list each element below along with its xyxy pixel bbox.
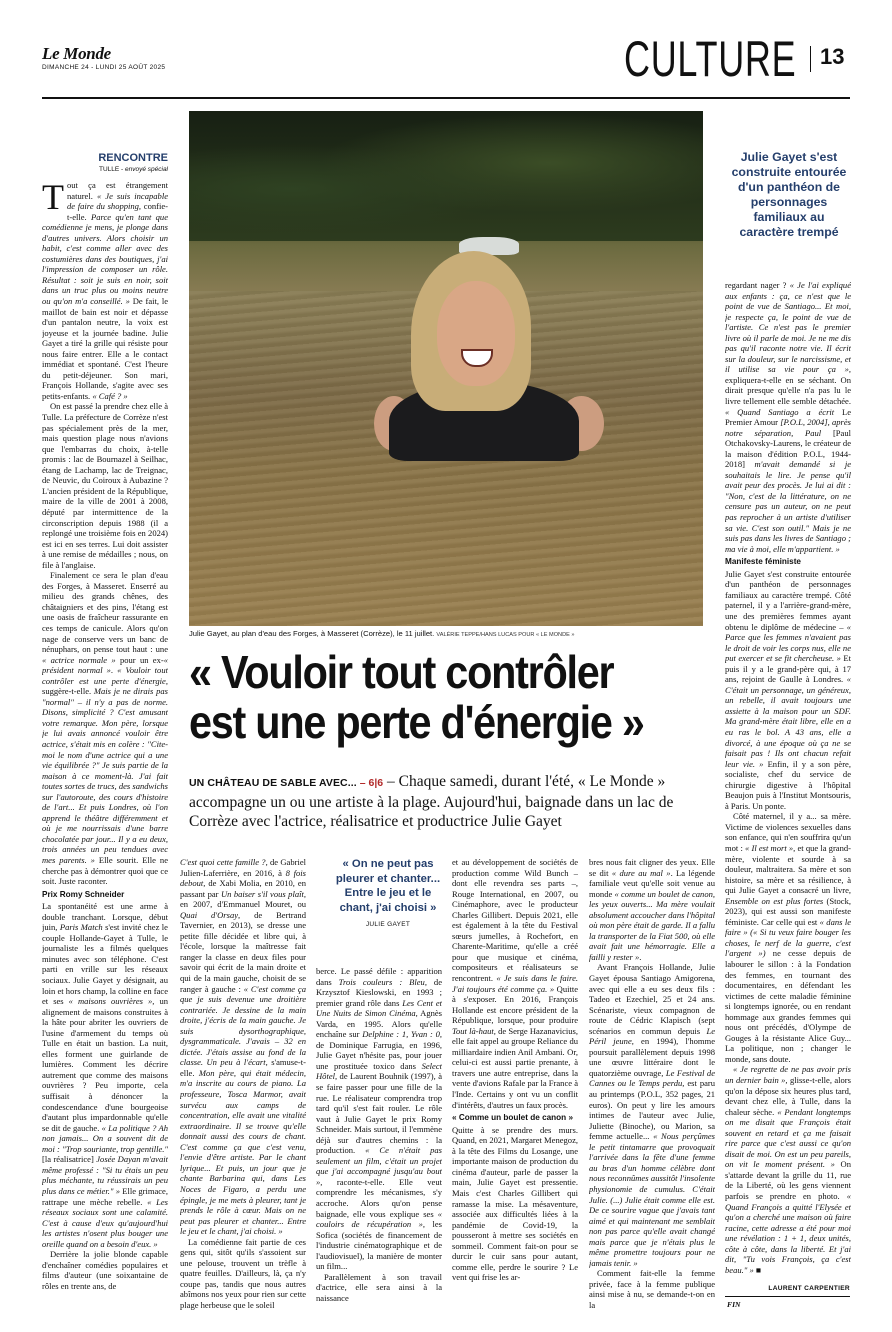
column-2: C'est quoi cette famille ?, de Gabriel Julien-Laferrière, en 2016, à 8 fois debout, de Xabi Molia, en 2010, en passant par Un baiser s'il vous plaît, en 2007, d'Emmanuel Mouret, ou Quai d'Orsay, de Bertrand Tavernier, en 2013), se dresse une petite fille décidée et libre qui, à l'école, lorsque la maîtresse fait ranger la classe en deux files pour savoir qui écrit de la main droite et qui de la main gauche, choisit de se ranger à gauche : « C'est comme ça que je suis devenue une droitière contrariée. Je dessine de la main droite, j'écris de la main gauche. Je suis dysorthographique, dysgrammaticale. J'avais – 32 en dictée. J'étais assise au fond de la classe. Un peu à l'écart, s'amuse-t-elle. Mon père, qui était médecin, m'a inscrite au cours de piano. La professeure, Tosca Marmor, avait survécu aux camps de concentration, elle avait une vitalité extraordinaire. Il se trouve qu'elle donnait aussi des cours de chant. C'est comme ça que c'est venu, l'envie d'être artiste. Par le chant lyrique... Et puis, un jour que je chante Barbarina qui, dans Les Noces de Figaro, a perdu une épingle, je me mets à pleurer, tant je prends le rôle à cœur. Mais on ne peut pas pleurer et chanter... Entre le jeu et le chant, j'ai choisi. » La comédienne fait partie de ces gens qui, sitôt qu'ils s'assoient sur une pelouse, trouvent un trèfle à quatre feuilles. D'ailleurs, là, ça n'y coupe pas, tandis que nous autres abîmons nos yeux pour rien sur cette plage herbeuse que le soleil [180, 857, 306, 1310]
section-separator [810, 46, 811, 72]
column-5: bres nous fait cligner des yeux. Elle se dit « dure au mal ». La légende familiale veut qu'elle soit venue au monde « comme un boulet de canon, les yeux ouverts... Ma mère voulait absolument accoucher dans l'hôpital où mon père était de garde. Il a fallu la transporter de la Fiat 500, où elle avait fait une hémorragie. Elle a failli y rester ». Avant François Hollande, Julie Gayet épousa Santiago Amigorena, avec qui elle a eu ses deux fils : Tadeo et Ezechiel, 25 et 24 ans. Scénariste, vieux compagnon de route de Cédric Klapisch (sept scénarios en commun depuis Le Péril jeune, en 1994), l'homme poursuit parallèlement depuis 1998 une œuvre littéraire dont le quatorzième ouvrage, Le Festival de Cannes ou le Temps perdu, est paru au printemps (P.O.L, 352 pages, 21 euros). On peut y lire les amours intimes de l'auteur avec Julie, Juliette (Binoche), ou Marion, sa femme actuelle... « Nous perçûmes le petit tintamarre que provoquait l'arrivée dans la fête d'une femme au bras d'un homme célèbre dont nous reconnûmes aussitôt l'insolente physionomie de cumulus. C'était Julie. (...) Julie était comme elle est. De ce sourire vague que j'avais tant aimé et qui maintenant me semblait non pas parce qu'elle avait changé mais parce que je n'étais plus le même promettre toujours pour ne jamais tenir. » Comment fait-elle la femme privée, face à la femme publique ainsi mise à nu, se demande-t-on en la [589, 857, 715, 1310]
photo-caption: Julie Gayet, au plan d'eau des Forges, à Masseret (Corrèze), le 11 juillet. VALÉRIE TEPPE/HANS LUCAS POUR « LE MONDE » [189, 629, 575, 638]
dateline: TULLE - envoyé spécial [98, 166, 168, 173]
end-mark: FIN [727, 1300, 741, 1309]
side-quote: Julie Gayet s'est construite entourée d'un panthéon de personnages familiaux au caractère trempé [731, 150, 847, 239]
byline-rule [725, 1296, 850, 1297]
column-6: regardant nager ? « Je l'ai expliqué aux enfants : ça, ce n'est que le point de vue de Santiago... Et moi, je respecte ça, le point de vue de l'artiste. Ce n'est pas le premier livre où il parle de moi. Je ne me dis pas qu'il raconte notre vie. Il écrit sur la douleur, sur le narcissisme, et il utilise sa vie pour ça », expliquera-t-elle en se séchant. On dirait presque qu'elle n'a pas lu le livre tellement elle semble détachée. « Quand Santiago a écrit Le Premier Amour [P.O.L, 2004], après notre séparation, Paul [Paul Otchakovsky-Laurens, le créateur de la maison d'édition P.O.L, 1944-2018] m'avait demandé si je souhaitais le lire. Je pense qu'il avait peur des procès. Je lui ai dit : "Non, c'est de la littérature, on ne censure pas un auteur, on ne peut pas reprocher à un artiste d'utiliser sa vie. C'est son outil." Mais je ne suis pas dans les livres de Santiago ; ma vie à moi, elle m'appartient. » Manifeste féministe Julie Gayet s'est construite entourée d'un panthéon de personnages familiaux au caractère trempé. Côté paternel, il y a l'arrière-grand-mère, une des premières femmes ayant obtenu le diplôme de médecine – « Parce que les femmes n'avaient pas le droit de voir les corps nus, elle ne put exercer et se fit chercheuse. » Et puis il y a le grand-père qui, à 17 ans, rejoint de Gaulle à Londres. « C'était un personnage, un généreux, un rebelle, il avait toujours une assiette à la maison pour un SDF. Ma grand-mère était libre, elle en a eu ras le bol. A 43 ans, elle a divorcé, à une époque où ça ne se faisait pas ! Ils ont chacun refait leur vie. » Enfin, il y a son père, socialiste, chef du service de chirurgie digestive à l'hôpital Beaujon puis à l'Institut Montsouris, à Paris. Un ponte. Côté maternel, il y a... sa mère. Victime de violences sexuelles dans son enfance, qui n'en souffrira qu'un mot : « Il est mort », et que la grand-mère, violente et sourde à sa douleur, maltraitera. Sa mère et son histoire, sa mère et sa résilience, à qui Julie Gayet a consacré un livre, Ensemble on est plus fortes (Stock, 2023), qui est aussi son manifeste féministe. Car celle qui est « dans le faire » (« Si tu veux faire bouger les choses, le nerf de la guerre, c'est l'argent ») ne cesse depuis de labourer le sillon : à la Fondation des femmes, en tournant des documentaires, en défendant les victimes de cette maladie féminine si longtemps ignorée, ou en rendant hommage aux grandes femmes qui nous ont précédés, d'Olympe de Gouges à la résistante Alice Guy... La politique, non ; changer le monde, sans doute. « Je regrette de ne pas avoir pris un dernier bain », glisse-t-elle, alors qu'on la dépose six heures plus tard, devant chez elle, à Tulle, dans la chaleur sèche. « Pendant longtemps on me disait que François était souvent en retard et ça me faisait rire parce que c'est aussi ce qu'on disait de moi. On est un peu pareils, on vit le moment présent. » On s'attarde devant la grille du 11, rue de la Liberté, où les gens viennent parfois se prendre en photo. « Quand François a quitté l'Elysée et qu'on a cherché une maison où faire racine, cette adresse a été pour moi une révélation : 1 + 1, deux unités, côte à côte, dans la liberté. Et j'ai dit, "Tu vois François, ça c'est beau." » ■ [725, 280, 851, 1275]
top-rule [42, 97, 850, 99]
column-3: berce. Le passé défile : apparition dans Trois couleurs : Bleu, de Krzysztof Kieslowski, en 1993 ; premier grand rôle dans Les Cent et Une Nuits de Simon Cinéma, Agnès Varda, en 1995. Alors qu'elle enchaîne sur Delphine : 1, Yvan : 0, de Dominique Farrugia, en 1996, Julie Gayet n'hésite pas, pour jouer une prostituée toxico dans Select Hôtel, de Laurent Bouhnik (1997), à se faire passer pour une fille de la rue. Le réalisateur comprendra trop tard qu'il s'est fait rouler. Le rôle vaut à Julie Gayet le prix Romy Schneider. Mais surtout, il l'emmène déjà sur d'autres chemins : la production. « Ce n'était pas seulement un film, c'était un projet que j'ai accompagné jusqu'au bout », raconte-t-elle. Elle veut comprendre les mécanismes, s'y accroche. Alors qu'on pense baignade, elle vous explique ses « couloirs de récupération », les Sofica (sociétés de financement de l'industrie cinématographique et de l'audiovisuel), la manière de monter un film... Parallèlement à son travail d'actrice, elle sera ainsi à la naissance [316, 966, 442, 1303]
main-photo [189, 111, 703, 626]
masthead-date: DIMANCHE 24 - LUNDI 25 AOÛT 2025 [42, 64, 166, 71]
column-1: Tout ça est étrangement naturel. « Je suis incapable de faire du shopping, confie-t-elle. Parce qu'en tant que comédienne je mens, je plonge dans d'autres univers. Alors choisir un habit, c'est comme aller avec des costumières dans des boutiques, j'ai l'impression de composer un rôle. Résultat : soit je suis en noir, soit dans un truc plus ou moins neutre ou qu'on m'a conseillé. » De fait, le maillot de bain est noir et dépasse d'un pantalon neutre, la voix est joyeuse et la journée badine. Julie Gayet a tiré la grille qui résiste pour nous faire entrer. Elle a le contact immédiat et spontané. C'est l'heure du petit-déjeuner. Son mari, François Hollande, s'agite avec ses petits-enfants. « Café ? » On est passé la prendre chez elle à Tulle. La préfecture de Corrèze n'est pas spécialement près de la mer, mais question plage nous n'avions que l'embarras du choix, à-telle promis : lac de Bournazel à Seilhac, étang de Lachamp, lac de Treignac, de Neuvic, du Coiroux à Aubazine ? L'ancien président de la République, maire de la ville de 2001 à 2008, député par intermittence de la circonscription depuis 1988 (il a replongé une troisième fois en 2024) est ici en ses terres. Lui doit assister à une remise de médailles ; nous, on file à l'anglaise. Finalement ce sera le plan d'eau des Forges, à Masseret. Enserré au milieu des grands chênes, des châtaigniers et des pins, l'étang est une oasis de fraîcheur rassurante en ces temps de canicule. Alors qu'on nage de conserve vers un banc de nénuphars, on pense tout haut : une « actrice normale » pour un ex-« président normal ». « Vouloir tout contrôler est une perte d'énergie, suggère-t-elle. Mais je ne dirais pas "normal" – il n'y a pas de norme. Disons, simplicité ? C'est amusant votre remarque. Mon père, lorsque je lui avais annoncé vouloir être actrice, s'était mis en colère : "Cite-moi le nom d'une actrice qui a une vie équilibrée ?" Je suis partie de la maison à ce moment-là. J'ai fait toutes sortes de trucs, des sandwichs sur l'autoroute, des cours d'histoire de l'art... Et puis Londres, où l'on apprend le théâtre différemment et où je me nourrissais d'une barre chocolatée par jour... Il y a eu deux, trois années un peu tendues avec mes parents. » Elle sourit. Elle ne cherche pas à démontrer quoi que ce soit. Juste raconter. Prix Romy Schneider La spontanéité est une arme à double tranchant. Lorsque, début juin, Paris Match s'est invité chez le couple Hollande-Gayet à Tulle, le journaliste les a filmés quelques minutes avec son téléphone. C'est parti en vrille sur les réseaux sociaux. Julie Gayet y désignait, au loin et hors champ, la colline en face et ses « maisons ouvrières », un alignement de maisons construites à la hâte pour abriter les ouvriers de l'usine d'armement du temps où Tulle en était un bastion. La nuit, elles forment une guirlande de lumières. Comment les décrire autrement que comme des maisons ouvrières ? Peu importe, cela suffisait à dénoncer la condescendance d'une bourgeoise d'autant plus impardonnable qu'elle se dit de gauche. « La politique ? Ah non jamais... On a souvent dit de moi : "Trop souriante, trop gentille." [la réalisatrice] Josée Dayan m'avait même professé : "Si tu étais un peu plus méchante, tu réussirais un peu plus dans ce métier." » Elle grimace, rattrape une mèche rebelle. « Les réseaux sociaux sont une calamité. C'est à cause d'eux qu'aujourd'hui les artistes n'osent plus bouger une oreille quand on a besoin d'eux. » Derrière la jolie blonde capable d'enchaîner comédies populaires et films d'auteur (une soixantaine de rôles en trente ans, de [42, 180, 168, 1291]
byline: LAURENT CARPENTIER [768, 1285, 850, 1292]
masthead-logo: Le Monde [42, 44, 111, 63]
page-number: 13 [820, 44, 845, 69]
column-4: et au développement de sociétés de production comme Wild Bunch – dont elle revendra ses parts –, Rouge International, en 2007, ou Cinémaphore, avec le producteur Charles Gillibert. Depuis 2021, elle est également à la tête du Festival sœurs jumelles, à Rochefort, en Charente-Maritime, qu'elle a créé pour que musique et cinéma, compositeurs et réalisateurs se rencontrent. « Je suis dans le faire. J'ai toujours été comme ça. » Quitte à s'exposer. En 2016, François Hollande est encore président de la République, lorsque, pour produire Tout là-haut, de Serge Hazanavicius, elle fait appel au groupe Reliance du milliardaire indien Anil Ambani. Or, celui-ci est aussi partie prenante, à travers une autre entreprise, dans la vente d'avions Rafale par la France à l'Inde. Certains y ont vu un conflit d'intérêts, d'autres un faux procès. « Comme un boulet de canon » Quitte à se prendre des murs. Quand, en 2021, Margaret Menegoz, à la tête des Films du Losange, une importante maison de production du cinéma d'auteur, parle de passer la main, Julie Gayet est pressentie. Mais c'est Charles Gillibert qui ramasse la mise. La mésaventure, associée aux difficultés liées à la pandémie de Covid-19, la pousseront à mettre ses sociétés en sommeil. Comment fait-on pour se durcir le cuir sans pour autant, comme elle, perdre le sourire ? Le vent qui frise les ar- [452, 857, 578, 1283]
headline: « Vouloir tout contrôler est une perte d'énergie » [189, 646, 644, 748]
section-title: CULTURE [624, 31, 797, 87]
chapo: UN CHÂTEAU DE SABLE AVEC... – 6|6 – Chaque samedi, durant l'été, « Le Monde » accompagne un ou une artiste à la plage. Aujourd'hui, baignade dans un lac de Corrèze avec l'actrice, réalisatrice et productrice Julie Gayet [189, 773, 674, 830]
pull-quote: « On ne peut pas pleurer et chanter... Entre le jeu et le chant, j'ai choisi » JULIE GAYET [335, 858, 441, 929]
rubric-label: RENCONTRE [98, 152, 168, 164]
